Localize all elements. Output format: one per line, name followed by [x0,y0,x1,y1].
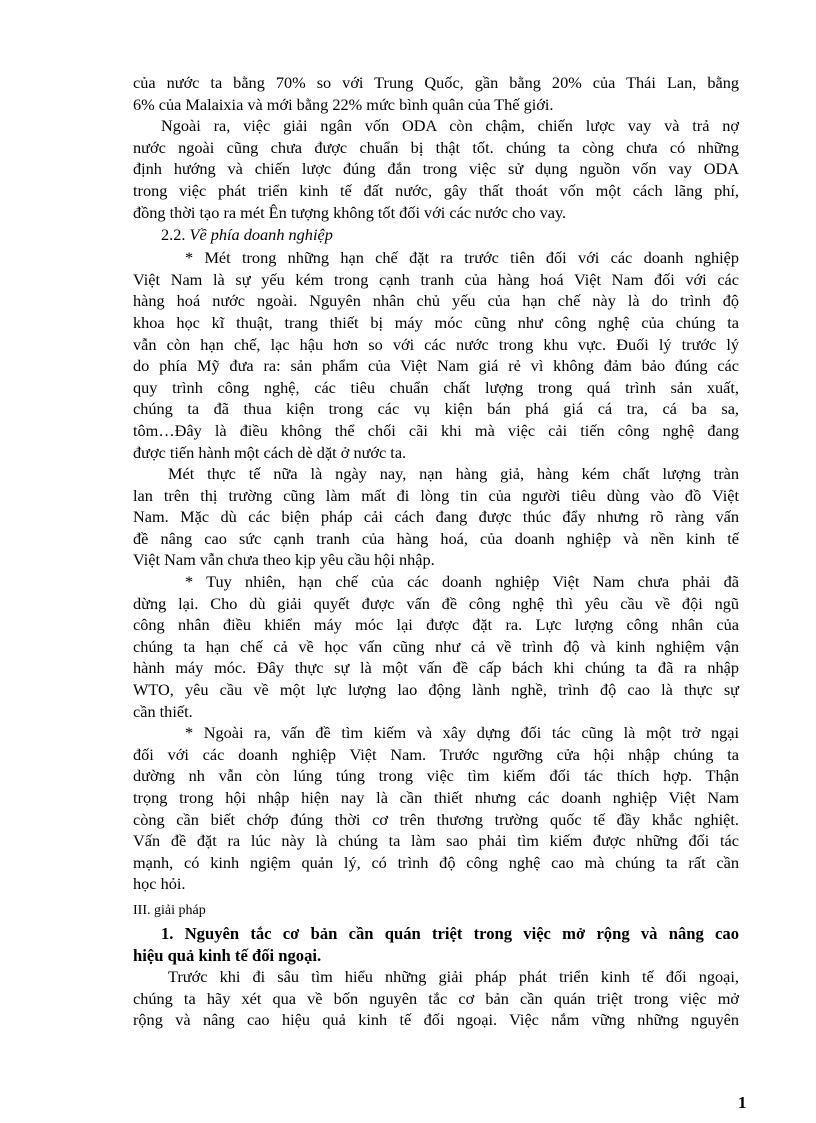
text-line: Mét thực tế nữa là ngày nay, nạn hàng giả, hàng kém chất lượng tràn [168,464,739,484]
text-line: rộng và nâng cao hiệu quả kinh tế đối ngoại. Việc nắm vững những nguyên [133,1010,739,1030]
subsection-title: Về phía doanh nghiệp [189,225,333,245]
text-line: lan trên thị trường cũng làm mất đi lòng tin của người tiêu dùng vào đồ Việt [133,485,739,505]
text-line: cần thiết. [133,701,193,721]
subsection-number: 2.2. [161,225,186,245]
text-line: Trước khi đi sâu tìm hiểu những giải pháp phát triển kinh tế đối ngoại, [168,967,739,987]
text-line: Ngoài ra, việc giải ngân vốn ODA còn chậm, chiến lược vay và trả nợ [161,116,739,136]
text-line: của nước ta bằng 70% so với Trung Quốc, gần bằng 20% của Thái Lan, bằng [133,73,739,92]
section-heading: III. giải pháp [133,902,206,918]
text-line: trong việc phát triển kinh tế đất nước, gây thất thoát vốn một cách lãng phí, [133,180,739,200]
text-line: * Ngoài ra, vấn đề tìm kiếm và xây dựng đối tác cũng là một trở ngại [185,723,739,743]
text-line: WTO, yêu cầu về một lực lượng lao động lành nghề, trình độ cao là thực sự [133,680,739,700]
text-line: chúng ta hạn chế cả về học vấn cũng như cả về trình độ và kinh nghiệm vận [133,636,739,656]
text-line: đồng thời tạo ra mét Ên tượng không tốt đối với các nước cho vay. [133,202,567,222]
text-line: vẫn còn hạn chế, lạc hậu hơn so với các nước trong khu vực. Đuối lý trước lý [133,334,739,354]
text-line: trọng trong hội nhập hiện nay là cần thiết nhưng các doanh nghiệp Việt Nam [133,788,739,807]
text-line: 1. Nguyên tắc cơ bản cần quán triệt trong việc mở rộng và nâng cao [161,923,739,943]
text-line: hiệu quả kinh tế đối ngoại. [133,945,322,965]
text-line: khoa học kĩ thuật, trang thiết bị máy móc cũng như công nghệ của chúng ta [133,312,739,332]
text-line: hàng hoá nước ngoài. Nguyên nhân chủ yếu của hạn chế này là do trình độ [133,291,739,311]
text-line: tôm…Đây là điều không thể chối cãi khi mà việc cải tiến công nghệ đang [133,420,739,440]
subsection-heading [133,224,739,246]
oda-paragraph [133,115,739,223]
text-line: * Mét trong những hạn chế đặt ra trước tiên đối với các doanh nghiệp [185,248,739,268]
paragraph-partners [133,722,739,895]
document-page [133,72,739,1031]
text-line: hành máy móc. Đây thực sự là một vấn đề cấp bách khi chúng ta đã ra nhập [133,658,739,678]
text-line: mạnh, có kinh ngiệm quản lý, có trình độ công nghệ cao mà chúng ta rất cần [133,852,739,872]
paragraph-workforce [133,571,739,722]
intro-paragraph [133,72,739,115]
page-number: 1 [738,1093,747,1112]
text-line: định hướng và chiến lược đúng đắn trong việc sử dụng nguồn vốn vay ODA [133,159,739,179]
paragraph-counterfeit [133,463,739,571]
text-line: còng cần biết chớp đúng thời cơ trên thương trường quốc tế đầy khắc nghiệt. [133,809,739,829]
text-line: học hỏi. [133,874,186,894]
text-line: 6% của Malaixia và mới bằng 22% mức bình quân của Thế giới. [133,94,554,114]
text-line: đề nâng cao sức cạnh tranh của hàng hoá, của doanh nghiệp và nền kinh tế [133,528,739,548]
text-line: dừng lại. Cho dù giải quyết được vấn đề công nghệ thì yêu cầu về đội ngũ [133,593,739,613]
text-line: * Tuy nhiên, hạn chế của các doanh nghiệp Việt Nam chưa phải đã [185,572,739,592]
paragraph-weakness [133,247,739,463]
text-line: quy trình công nghệ, các tiêu chuẩn chất lượng trong quá trình sản xuất, [133,377,739,397]
text-line: do phía Mỹ đưa ra: sản phẩm của Việt Nam giá rẻ vì không đảm bảo đúng các [133,356,739,376]
text-line: dường nh vẫn còn lúng túng trong việc tìm kiếm đối tác thích hợp. Thận [133,766,739,786]
text-line: Nam. Mặc dù các biện pháp cải cách đang được thúc đẩy nhưng rõ ràng vấn [133,507,739,527]
text-line: chúng ta đã thua kiện trong các vụ kiện bán phá giá cá tra, cá ba sa, [133,399,739,419]
text-line: Vấn đề đặt ra lúc này là chúng ta làm sao phải tìm kiếm được những đối tác [133,831,739,851]
text-line: Việt Nam là sự yếu kém trong cạnh tranh của hàng hoá Việt Nam đối với các [133,269,739,289]
bold-heading [133,923,739,966]
text-line: Việt Nam vẫn chưa theo kịp yêu cầu hội nhập. [133,550,435,570]
text-line: nước ngoài cũng chưa được chuẩn bị thật tốt. chúng ta còng chưa có những [133,137,739,157]
text-line: chúng ta hãy xét qua về bốn nguyên tắc cơ bản cần quán triệt trong việc mở [133,988,739,1008]
text-line: được tiến hành một cách dè dặt ở nước ta. [133,442,407,462]
text-line: đối với các doanh nghiệp Việt Nam. Trước ngưỡng cửa hội nhập chúng ta [133,744,739,764]
text-line: công nhân điều khiển máy móc lại được đặt ra. Lực lượng công nhân của [133,615,739,635]
paragraph-principles [133,966,739,1031]
